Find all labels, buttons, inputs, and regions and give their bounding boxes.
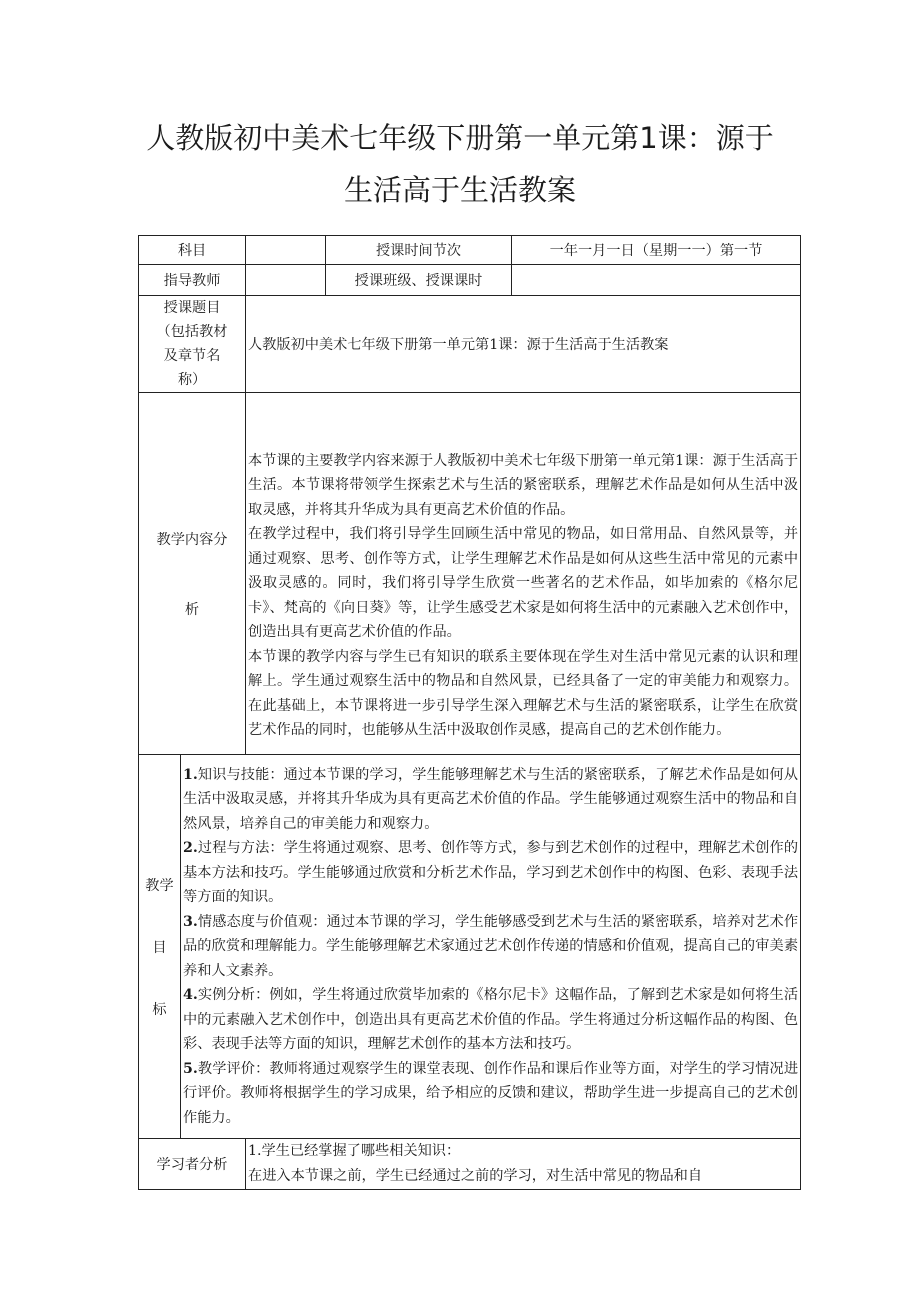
content-analysis-label-line: 教学内容分 (156, 531, 228, 548)
learner-analysis-body (246, 1139, 801, 1190)
content-paragraph: 本节课的教学内容与学生已有知识的联系主要体现在学生对生活中常见元素的认识和理解上。学生通过观察生活中的物品和自然风景，已经具备了一定的审美能力和观察力。在此基础上，本节课将进一步引导学生深入理解艺术与生活的紧密联系，让学生在欣赏艺术作品的同时，也能够从生活中汲取创作灵感，提高自己的艺术创作能力。 (248, 648, 799, 738)
objectives-label-char: 目 (152, 939, 167, 956)
objective-number: 3. (183, 913, 198, 930)
objective-item (183, 983, 798, 1057)
objectives-label-char: 教学 (145, 877, 174, 894)
objectives-label (139, 755, 181, 1139)
objective-item (183, 763, 798, 837)
content-paragraph: 在教学过程中，我们将引导学生回顾生活中常见的物品，如日常用品、自然风景等，并通过观察、思考、创作等方式，让学生理解艺术作品是如何从这些生活中常见的元素中汲取灵感的。同时，我们将引导学生欣赏一些著名的艺术作品，如毕加索的《格尔尼卡》、梵高的《向日葵》等，让学生感受艺术家是如何将生活中的元素融入艺术创作中，创造出具有更高艺术价值的作品。 (248, 526, 799, 640)
objectives-body (181, 755, 801, 1139)
topic-label-line: 称） (177, 372, 207, 388)
objective-number: 2. (183, 840, 198, 857)
learner-analysis-line: 1.学生已经掌握了哪些相关知识： (248, 1143, 461, 1159)
learner-analysis-label: 学习者分析 (139, 1139, 246, 1190)
objective-text: 知识与技能：通过本节课的学习，学生能够理解艺术与生活的紧密联系，了解艺术作品是如何从生活中汲取灵感，并将其升华成为具有更高艺术价值的作品。学生能够通过观察生活中的物品和自然风景，培养自己的审美能力和观察力。 (183, 766, 799, 832)
topic-label-line: （包括教材 (156, 324, 228, 340)
row-learner-analysis (139, 1139, 801, 1190)
content-paragraph: 本节课的主要教学内容来源于人教版初中美术七年级下册第一单元第1课：源于生活高于生活。本节课将带领学生探索艺术与生活的紧密联系，理解艺术作品是如何从生活中汲取灵感，并将其升华成为具有更高艺术价值的作品。 (248, 452, 799, 518)
time-value: 一年一月一日（星期一一）第一节 (512, 236, 801, 265)
row-content-analysis (139, 393, 801, 755)
document-title-line-1: 人教版初中美术七年级下册第一单元第1课：源于 (146, 121, 774, 155)
objectives-label-char: 标 (152, 1001, 167, 1018)
class-value (512, 265, 801, 296)
topic-value: 人教版初中美术七年级下册第一单元第1课：源于生活高于生活教案 (246, 296, 801, 393)
objective-number: 4. (183, 987, 198, 1004)
objective-text: 情感态度与价值观：通过本节课的学习，学生能够感受到艺术与生活的紧密联系，培养对艺术作品的欣赏和理解能力。学生能够理解艺术家通过艺术创作传递的情感和价值观，提高自己的审美素养和人文素养。 (183, 913, 799, 979)
teacher-label: 指导教师 (139, 265, 246, 296)
content-analysis-body (246, 393, 801, 755)
lesson-plan-table (138, 235, 801, 1190)
objective-item (183, 836, 798, 910)
objective-number: 5. (183, 1060, 198, 1077)
time-label: 授课时间节次 (326, 236, 512, 265)
objective-item (183, 910, 798, 984)
content-analysis-label-line: 析 (184, 601, 200, 618)
objective-item (183, 1057, 798, 1131)
topic-label-line: 授课题目 (163, 300, 221, 316)
objective-number: 1. (183, 766, 198, 783)
topic-label-line: 及章节名 (163, 348, 221, 364)
row-subject (139, 236, 801, 265)
row-objectives (139, 755, 801, 1139)
document-title-line-2: 生活高于生活教案 (343, 173, 576, 207)
row-teacher (139, 265, 801, 296)
topic-label (139, 296, 246, 393)
subject-label: 科目 (139, 236, 246, 265)
learner-analysis-line: 在进入本节课之前，学生已经通过之前的学习，对生活中常见的物品和自 (248, 1167, 703, 1184)
class-label: 授课班级、授课课时 (326, 265, 512, 296)
teacher-value (246, 265, 326, 296)
subject-value (246, 236, 326, 265)
objective-text: 实例分析：例如，学生将通过欣赏毕加索的《格尔尼卡》这幅作品，了解到艺术家是如何将生活中的元素融入艺术创作中，创造出具有更高艺术价值的作品。学生将通过分析这幅作品的构图、色彩、表现手法等方面的知识，理解艺术创作的基本方法和技巧。 (183, 987, 799, 1053)
content-analysis-label (139, 393, 246, 755)
objective-text: 教学评价：教师将通过观察学生的课堂表现、创作作品和课后作业等方面，对学生的学习情况进行评价。教师将根据学生的学习成果，给予相应的反馈和建议，帮助学生进一步提高自己的艺术创作能力。 (183, 1060, 799, 1126)
objective-text: 过程与方法：学生将通过观察、思考、创作等方式，参与到艺术创作的过程中，理解艺术创作的基本方法和技巧。学生能够通过欣赏和分析艺术作品，学习到艺术创作中的构图、色彩、表现手法等方面的知识。 (183, 840, 799, 906)
row-topic (139, 296, 801, 393)
